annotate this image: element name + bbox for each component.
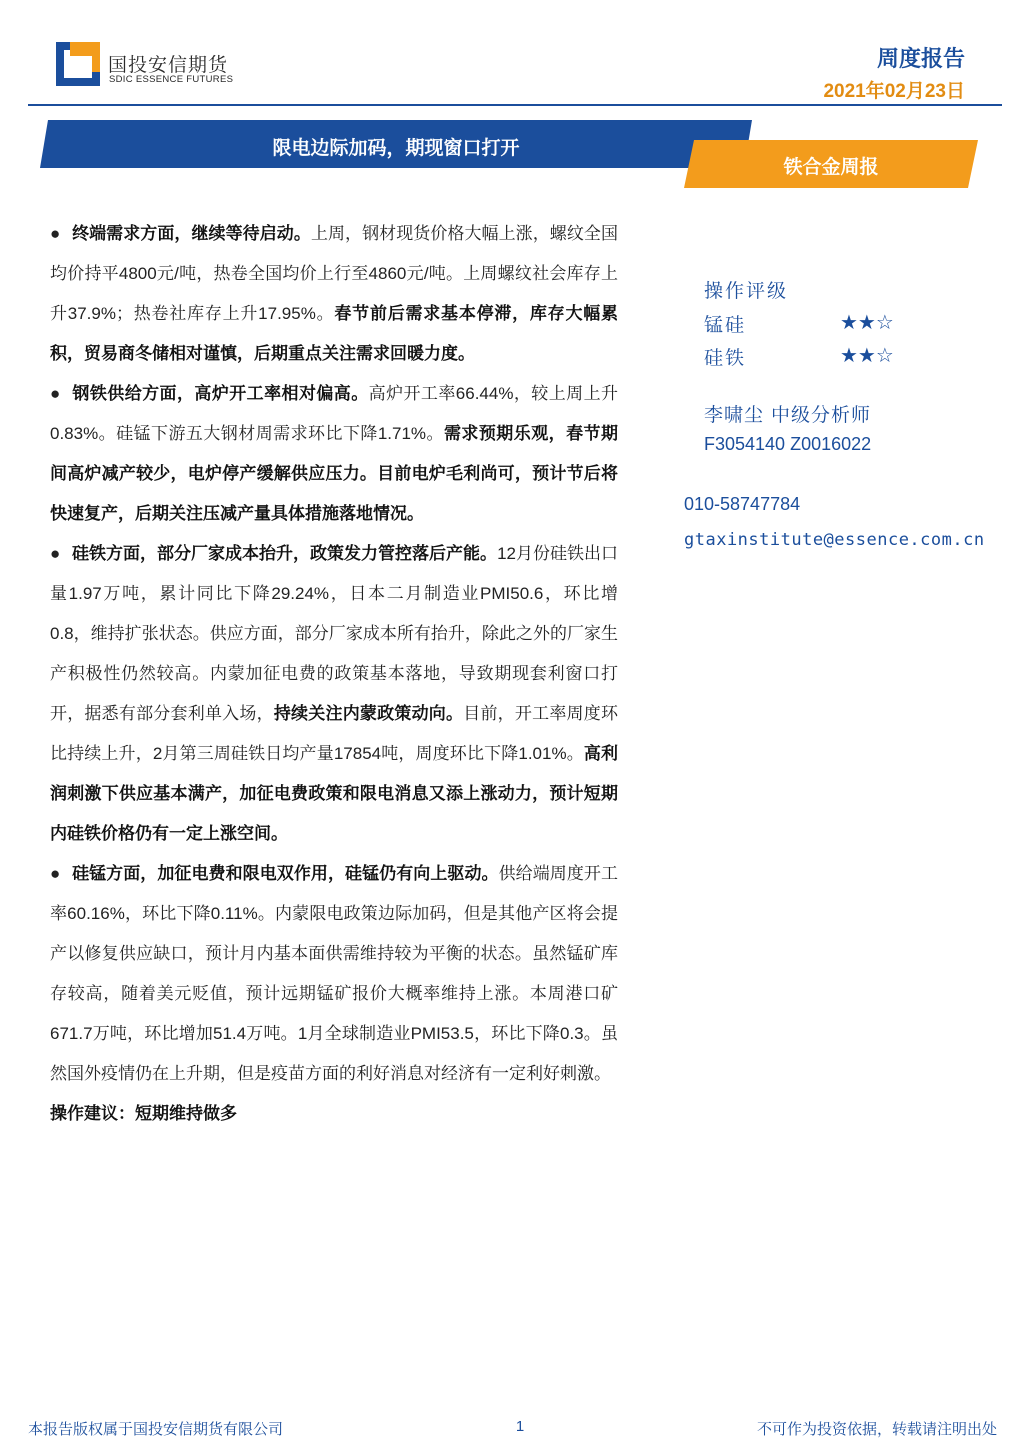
paragraph-emphasis: 需求预期乐观，春节期间高炉减产较少，电炉停产缓解供应压力。目前电炉毛利尚可，预计节后将快速复产，后期关注压减产量具体措施落地情况。 bbox=[50, 424, 619, 523]
paragraph-silicomanganese bbox=[50, 854, 618, 1094]
analyst-name: 李啸尘 中级分析师 bbox=[704, 404, 872, 426]
paragraph-ferrosilicon bbox=[50, 534, 618, 854]
report-title: 限电边际加码，期现窗口打开 bbox=[272, 138, 520, 159]
paragraph-lead: 硅铁方面，部分厂家成本抬升，政策发力管控落后产能。 bbox=[72, 544, 498, 563]
paragraph-lead: 硅锰方面，加征电费和限电双作用，硅锰仍有向上驱动。 bbox=[72, 864, 499, 883]
paragraph-lead: 钢铁供给方面，高炉开工率相对偏高。 bbox=[72, 384, 369, 403]
rating-name: 硅铁 bbox=[704, 347, 747, 369]
page-number: 1 bbox=[515, 1418, 525, 1435]
paragraph-text-2: 目前，开工率周度环比持续上升，2月第三周硅铁日均产量17854吨，周度环比下降1.01%。 bbox=[50, 704, 618, 763]
bullet-icon: ● bbox=[50, 384, 61, 403]
rating-title: 操作评级 bbox=[704, 280, 789, 302]
analyst-license: F3054140 Z0016022 bbox=[704, 434, 872, 454]
paragraph-lead: 终端需求方面，继续等待启动。 bbox=[72, 224, 311, 243]
paragraph-text: 上周，钢材现货价格大幅上涨，螺纹全国均价持平4800元/吨，热卷全国均价上行至4860元/吨。上周螺纹社会库存上升37.9%；热卷社库存上升17.95%。 bbox=[50, 224, 618, 323]
paragraph-emphasis: 持续关注内蒙政策动向。 bbox=[273, 704, 464, 723]
header-divider bbox=[28, 104, 1002, 106]
bullet-icon: ● bbox=[50, 224, 61, 243]
paragraph-text: 高炉开工率66.44%，较上周上升0.83%。硅锰下游五大钢材周需求环比下降1.71%。 bbox=[50, 384, 618, 443]
tag-banner bbox=[684, 140, 978, 188]
paragraph-steel-supply bbox=[50, 374, 618, 534]
paragraph-emphasis: 春节前后需求基本停滞，库存大幅累积，贸易商冬储相对谨慎，后期重点关注需求回暖力度。 bbox=[50, 304, 619, 363]
rating-row-silicomanganese bbox=[704, 310, 924, 340]
paragraph-text: 供给端周度开工率60.16%，环比下降0.11%。内蒙限电政策边际加码，但是其他产区将会提产以修复供应缺口，预计月内基本面供需维持较为平衡的状态。虽然锰矿库存较高，随着美元贬值，预计远期锰矿报价大概率维持上涨。本周港口矿671.7万吨，环比增加51.4万吨。1月全球制造业PMI53.5，环比下降0.3。虽然国外疫情仍在上升期，但是疫苗方面的利好消息对经济有一定利好刺激。 bbox=[50, 864, 618, 1083]
rating-row-ferrosilicon bbox=[704, 343, 924, 373]
report-type: 周度报告 bbox=[876, 46, 965, 71]
logo-mark-icon bbox=[56, 42, 100, 86]
report-body bbox=[50, 214, 618, 1134]
rating-stars-icon: ★★☆ bbox=[840, 345, 894, 367]
footer-copyright: 本报告版权属于国投安信期货有限公司 bbox=[28, 1421, 284, 1438]
paragraph-emphasis-2: 高利润刺激下供应基本满产，加征电费政策和限电消息又添上涨动力，预计短期内硅铁价格仍有一定上涨空间。 bbox=[50, 744, 618, 843]
logo-english-name: SDIC ESSENCE FUTURES bbox=[109, 74, 234, 85]
paragraph-text: 12月份硅铁出口量1.97万吨，累计同比下降29.24%，日本二月制造业PMI50.6，环比增0.8，维持扩张状态。供应方面，部分厂家成本所有抬升，除此之外的厂家生产积极性仍然较高。内蒙加征电费的政策基本落地，导致期现套利窗口打开，据悉有部分套利单入场， bbox=[50, 544, 618, 723]
report-date: 2021年02月23日 bbox=[823, 81, 965, 102]
contact-phone: 010-58747784 bbox=[684, 494, 801, 514]
contact-email[interactable]: gtaxinstitute@essence.com.cn bbox=[684, 530, 985, 550]
bullet-icon: ● bbox=[50, 544, 61, 563]
company-logo bbox=[56, 42, 236, 86]
paragraph-demand bbox=[50, 214, 618, 374]
logo-chinese-name: 国投安信期货 bbox=[108, 55, 229, 76]
footer-disclaimer: 不可作为投资依据，转载请注明出处 bbox=[756, 1421, 997, 1438]
bullet-icon: ● bbox=[50, 864, 61, 883]
operation-advice: 操作建议：短期维持做多 bbox=[50, 1104, 237, 1123]
rating-name: 锰硅 bbox=[704, 314, 747, 336]
rating-stars-icon: ★★☆ bbox=[840, 312, 894, 334]
page-footer bbox=[0, 1418, 1025, 1442]
title-banner bbox=[40, 120, 752, 168]
report-category: 铁合金周报 bbox=[783, 157, 879, 178]
